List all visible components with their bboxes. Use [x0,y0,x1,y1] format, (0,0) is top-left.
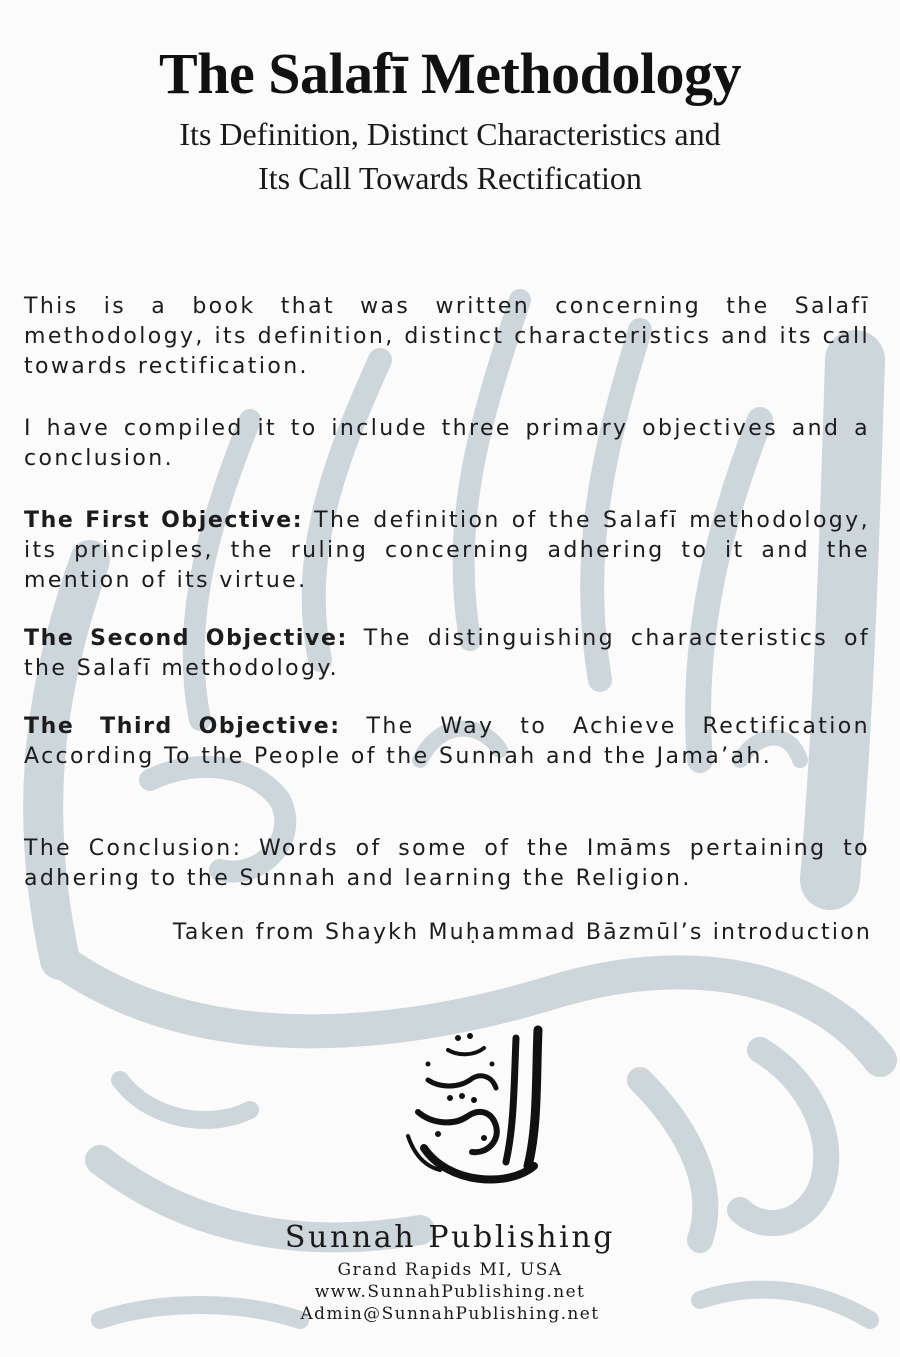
book-title: The Salafī Methodology [159,41,741,106]
second-objective-paragraph [24,624,870,684]
first-objective-paragraph [24,506,870,596]
publisher-website-link[interactable]: www.SunnahPublishing.net [314,1282,586,1302]
second-objective-text: The distinguishing characteristics of the Salafī methodology. [24,626,870,681]
publisher-location: Grand Rapids MI, USA [337,1260,563,1280]
book-subtitle-line-2: Its Call Towards Rectification [258,160,642,196]
book-subtitle-line-1: Its Definition, Distinct Characteristics and [179,116,721,152]
first-objective-label: The First Objective: [24,508,304,533]
publisher-name: Sunnah Publishing [284,1220,616,1255]
attribution-line: Taken from Shaykh Muḥammad Bāzmūl’s introduction [172,920,872,945]
second-objective-label: The Second Objective: [24,626,348,651]
publisher-email-link[interactable]: Admin@SunnahPublishing.net [300,1304,600,1324]
conclusion-paragraph: The Conclusion: Words of some of the Imāms pertaining to adhering to the Sunnah and learning the Religion. [24,836,870,891]
compiled-paragraph: I have compiled it to include three primary objectives and a conclusion. [24,416,870,471]
third-objective-paragraph [24,712,870,772]
intro-paragraph: This is a book that was written concerning the Salafī methodology, its definition, distinct characteristics and its call towards rectification. [24,294,870,379]
third-objective-label: The Third Objective: [24,714,341,739]
arabic-calligraphy-logo-icon [388,1016,568,1196]
third-objective-text: The Way to Achieve Rectification According To the People of the Sunnah and the Jama’ah. [24,714,870,769]
logo-arabic-text [410,1196,415,1197]
first-objective-text: The definition of the Salafī methodology, its principles, the ruling concerning adhering to it and the mention of its virtue. [24,508,870,593]
